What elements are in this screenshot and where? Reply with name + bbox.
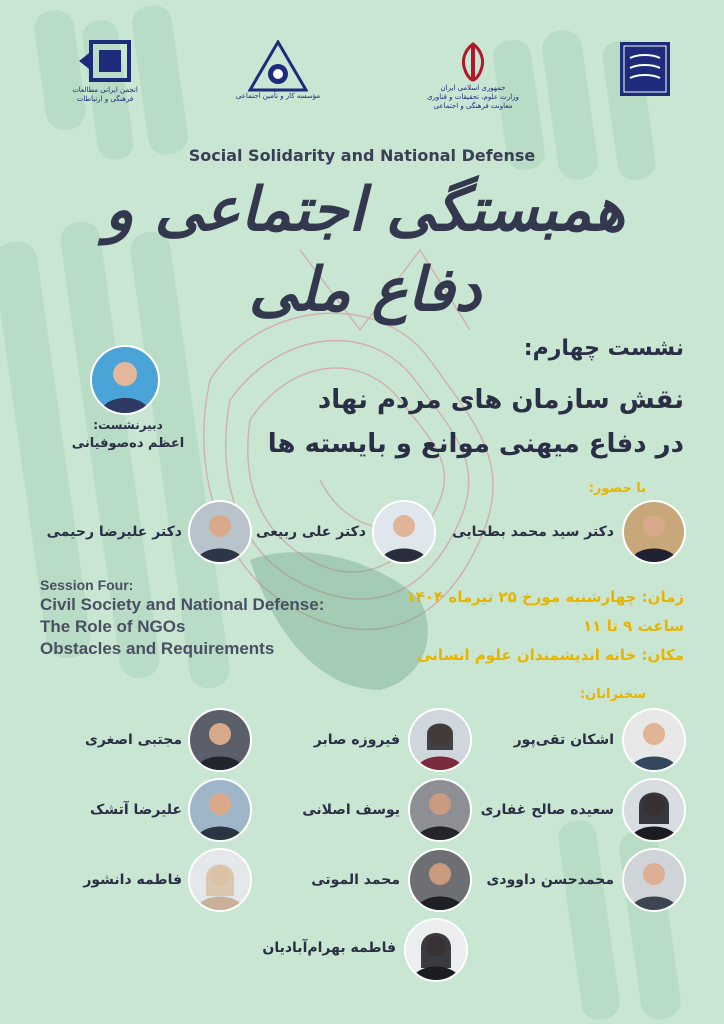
person-icon [190,502,250,562]
person-icon [410,850,470,910]
event-date: زمان: چهارشنبه مورخ ۲۵ تیرماه ۱۴۰۴ [406,588,684,606]
person-icon [624,780,684,840]
speaker-name: علیرضا آتشک [90,802,182,818]
institute-emblem-icon [248,40,308,92]
speaker-photo [404,918,468,982]
person-icon [624,710,684,770]
persian-title: همبستگی اجتماعی و دفاع ملی [104,175,626,325]
english-session-description [40,576,324,660]
person-icon [374,502,434,562]
person-icon [190,850,250,910]
speaker-name: محمد الموتی [311,872,400,888]
english-session-line-2: The Role of NGOs [40,617,186,636]
speaker-name: سعیده صالح غفاری [480,802,614,818]
institute-logo-caption: مؤسسه کار و تأمین اجتماعی [235,92,321,100]
speaker-photo [408,778,472,842]
speaker-photo [188,848,252,912]
english-title: Social Solidarity and National Defense [188,146,536,165]
speaker-name: محمدحسن داوودی [486,872,614,888]
guest-photo [372,500,436,564]
ministry-caption-1: جمهوری اسلامی ایران [440,84,506,92]
secretary-role: دبیرنشست: [93,418,163,432]
person-icon [410,710,470,770]
house-of-humanities-emblem-icon [618,40,672,98]
ministry-caption-3: معاونت فرهنگی و اجتماعی [433,102,513,110]
secretary-photo [90,345,160,415]
event-place: مکان: خانه اندیشمندان علوم انسانی [417,646,684,664]
speaker-name: فاطمه دانشور [83,872,182,888]
institute-logo [228,40,328,101]
english-session-line-1: Civil Society and National Defense: [40,595,325,614]
logo-row [0,40,724,140]
speaker-name: مجتبی اصغری [85,732,182,748]
person-icon [624,850,684,910]
session-label: نشست چهارم: [523,336,684,361]
guest-name: دکتر علیرضا رحیمی [46,524,182,540]
speaker-photo [622,848,686,912]
speakers-label: سخنرانان: [579,687,646,702]
speaker-photo [408,848,472,912]
speaker-name: یوسف اصلانی [302,802,400,818]
speaker-photo [188,778,252,842]
person-icon [624,502,684,562]
secretary-name: اعظم ده‌صوفیانی [71,436,185,451]
session-title-line-1: نقش سازمان های مردم نهاد [317,385,684,415]
speaker-photo [188,708,252,772]
association-logo-caption: انجمن ایرانی مطالعات فرهنگی و ارتباطات [72,86,138,103]
person-icon [190,710,250,770]
event-hour: ساعت ۹ تا ۱۱ [583,617,684,635]
association-emblem-icon [77,40,133,86]
speaker-photo [408,708,472,772]
speaker-name: فاطمه بهرام‌آبادیان [262,940,396,956]
speaker-photo [622,778,686,842]
guest-photo [622,500,686,564]
iran-emblem-icon [453,40,493,84]
speaker-name: اشکان تقی‌پور [513,732,614,748]
association-logo [60,40,150,104]
house-of-humanities-logo [618,40,672,98]
session-title [224,378,684,466]
guest-name: دکتر علی ربیعی [255,524,366,540]
english-session-label: Session Four: [40,577,134,593]
english-session-line-3: Obstacles and Requirements [40,639,275,658]
ministry-logo [418,40,528,111]
guest-photo [188,500,252,564]
guest-name: دکتر سید محمد بطحایی [452,524,614,540]
speaker-name: فیروزه صابر [313,732,400,748]
speaker-photo [622,708,686,772]
session-title-line-2: در دفاع میهنی موانع و بایسته ها [267,429,684,459]
person-icon [406,920,466,980]
person-icon [190,780,250,840]
ministry-caption-2: وزارت علوم، تحقیقات و فناوری [427,93,519,101]
person-icon [410,780,470,840]
with-presence-label: با حضور: [588,481,646,496]
person-icon [92,347,158,413]
